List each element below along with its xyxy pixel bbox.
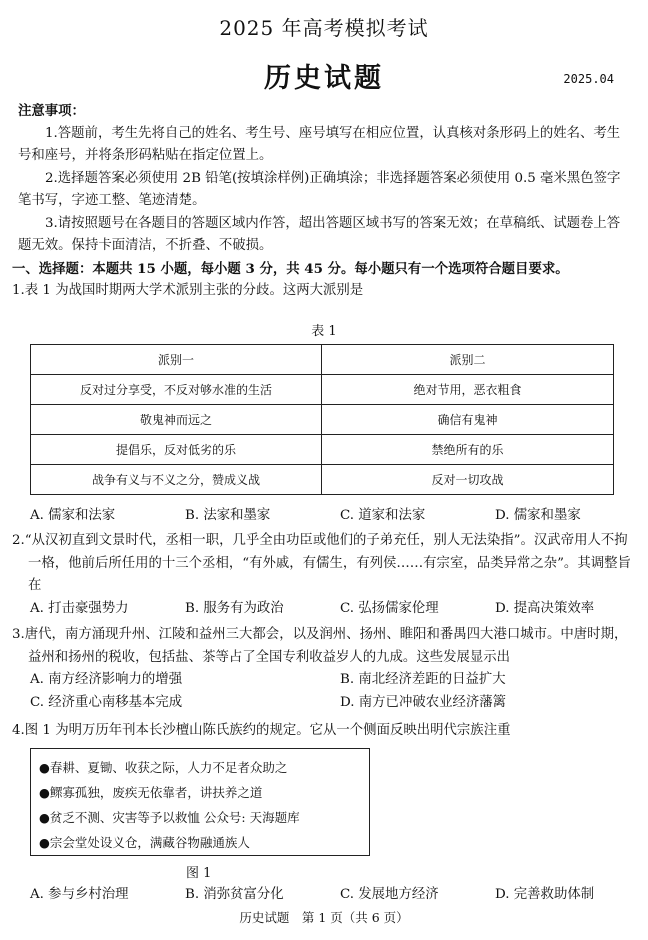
q3-block <box>12 624 632 714</box>
table-cell: 战争有义与不义之分，赞成义战 <box>31 465 322 495</box>
subject-title: 历史试题 <box>264 63 384 94</box>
q3-stem: 3.唐代，南方涌现升州、江陵和益州三大都会，以及润州、扬州、睢阳和番禺四大港口城市。中唐时期，益州和扬州的税收，包括盐、茶等占了全国专利收益岁人的九成。这些发展显示出 <box>12 627 628 665</box>
q1-options <box>18 505 630 528</box>
q2-option-d: D. 提高决策效率 <box>495 600 595 616</box>
q1-option-d: D. 儒家和墨家 <box>495 508 581 523</box>
table-cell: 反对过分享受，不反对够水准的生活 <box>31 375 322 405</box>
figure-item: ●宗会堂处设义仓，满藏谷物融通族人 <box>39 835 250 850</box>
figure-box <box>30 748 370 856</box>
q2-block <box>12 530 632 620</box>
table-cell: 绝对节用，恶衣粗食 <box>322 375 614 405</box>
table-caption: 表 1 <box>311 324 337 339</box>
exam-title: 2025 年高考模拟考试 <box>219 16 429 40</box>
section-heading: 一、选择题：本题共 15 小题，每小题 3 分，共 45 分。每小题只有一个选项符合题目要求。 <box>12 260 569 277</box>
table-header-row <box>31 345 614 375</box>
notice-heading: 注意事项： <box>18 103 85 119</box>
table-header-cell: 派别一 <box>31 345 322 375</box>
q4-stem: 4.图 1 为明万历年刊本长沙檀山陈氏族约的规定。它从一个侧面反映出明代宗族注重 <box>12 723 511 738</box>
q4-option-d: D. 完善救助体制 <box>495 887 595 902</box>
table-cell: 禁绝所有的乐 <box>322 435 614 465</box>
q2-option-c: C. 弘扬儒家伦理 <box>340 600 439 616</box>
q4-option-b: B. 消弥贫富分化 <box>185 887 284 902</box>
q4-option-a: A. 参与乡村治理 <box>30 887 129 902</box>
q2-option-a: A. 打击豪强势力 <box>30 600 129 616</box>
table-row <box>31 465 614 495</box>
exam-date: 2025.04 <box>563 72 614 86</box>
q3-option-b: B. 南北经济差距的日益扩大 <box>340 672 506 687</box>
page-footer: 历史试题 第 1 页（共 6 页） <box>239 910 409 925</box>
table-cell: 反对一切攻战 <box>322 465 614 495</box>
q3-option-d: D. 南方已冲破农业经济藩篱 <box>340 694 507 710</box>
q1-table <box>30 344 614 495</box>
table-row <box>31 435 614 465</box>
figure-caption: 图 1 <box>186 866 212 881</box>
q1-stem: 1.表 1 为战国时期两大学术派别主张的分歧。这两大派别是 <box>12 283 364 298</box>
table-row <box>31 375 614 405</box>
q1-option-a: A. 儒家和法家 <box>30 508 116 523</box>
q2-option-b: B. 服务有为政治 <box>185 600 284 616</box>
table-header-cell: 派别二 <box>322 345 614 375</box>
figure-item: ●春耕、夏锄、收获之际，人力不足者众助之 <box>39 760 288 775</box>
table-row <box>31 405 614 435</box>
notice-block <box>12 100 630 303</box>
q4-option-c: C. 发展地方经济 <box>340 887 439 902</box>
q4-options <box>18 884 630 907</box>
q2-stem: 2.“从汉初直到文景时代，丞相一职，几乎全由功臣或他们的子弟充任，别人无法染指”。汉武帝用人不拘一格，他前后所任用的十三个丞相，“有外戚，有儒生，有列侯……有宗室，品类异常之杂”。其调整旨在 <box>12 533 631 593</box>
figure-item: ●贫乏不测、灾害等予以救恤 公众号: 天海题库 <box>39 810 300 825</box>
q1-option-c: C. 道家和法家 <box>340 508 426 523</box>
table-cell: 确信有鬼神 <box>322 405 614 435</box>
q1-option-b: B. 法家和墨家 <box>185 508 271 523</box>
figure-item: ●鳏寡孤独，废疾无依靠者，讲扶养之道 <box>39 785 263 800</box>
table-cell: 提倡乐，反对低劣的乐 <box>31 435 322 465</box>
notice-item-1: 1.答题前，考生先将自己的姓名、考生号、座号填写在相应位置，认真核对条形码上的姓名、考生号和座号，并将条形码粘贴在指定位置上。 <box>18 125 621 163</box>
notice-item-2: 2.选择题答案必须使用 2B 铅笔(按填涂样例)正确填涂；非选择题答案必须使用 0.5 毫米黑色签字笔书写，字迹工整、笔迹清楚。 <box>18 170 621 208</box>
q3-option-a: A. 南方经济影响力的增强 <box>30 672 183 687</box>
q3-option-c: C. 经济重心南移基本完成 <box>30 694 183 710</box>
table-cell: 敬鬼神而远之 <box>31 405 322 435</box>
notice-item-3: 3.请按照题号在各题目的答题区域内作答，超出答题区域书写的答案无效；在草稿纸、试题卷上答题无效。保持卡面清洁，不折叠、不破损。 <box>18 215 621 253</box>
